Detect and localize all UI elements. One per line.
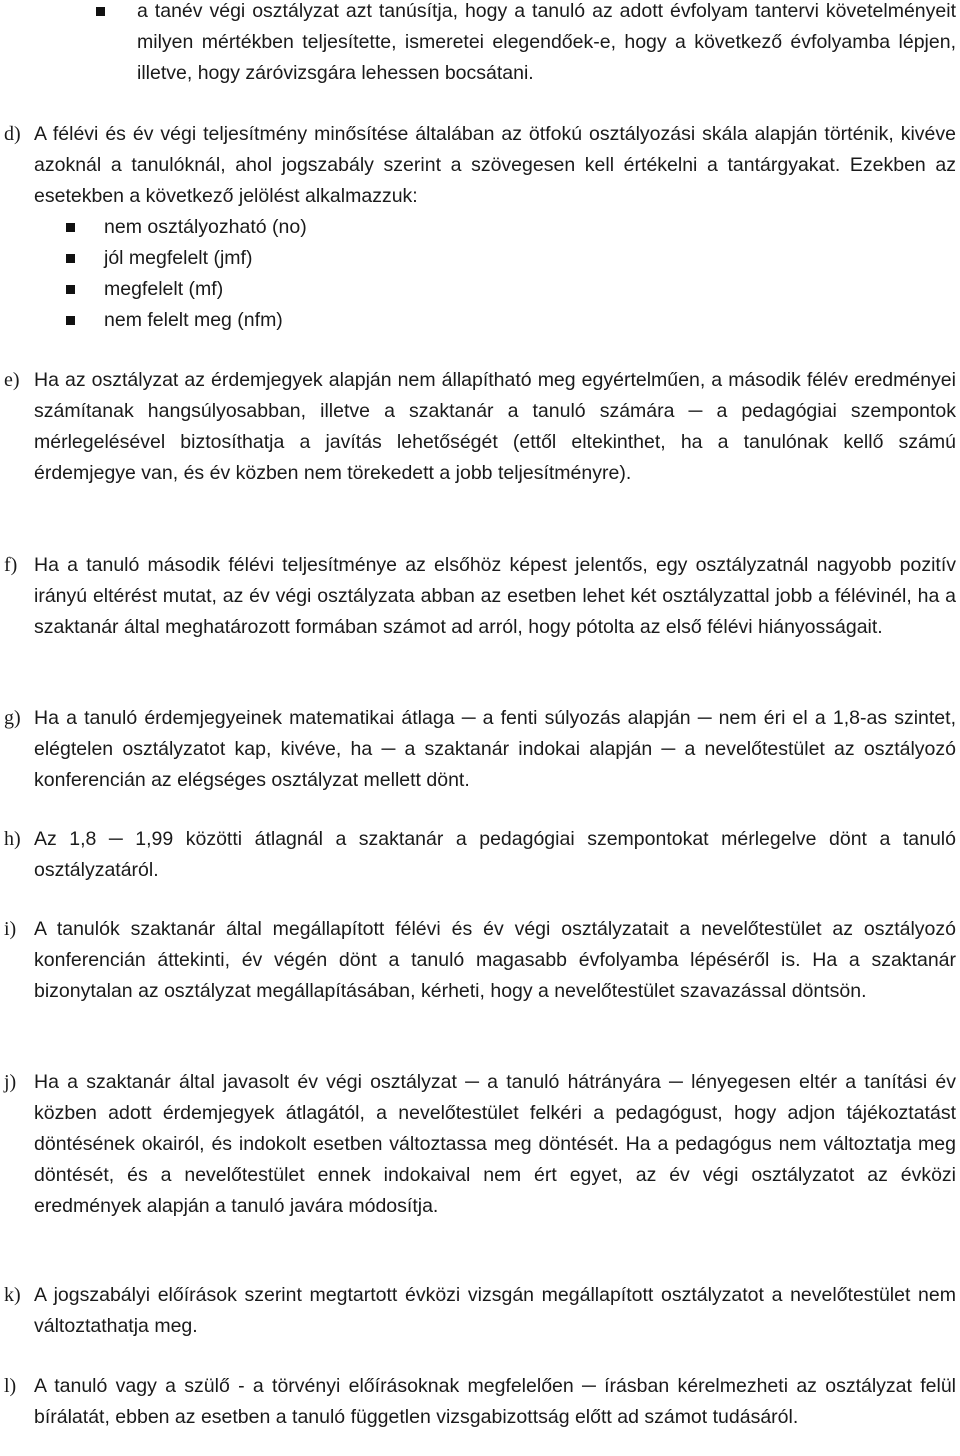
paragraph-k <box>4 1280 956 1342</box>
list-item: jól megfelelt (jmf) <box>0 243 956 274</box>
paragraph-e <box>4 365 956 489</box>
paragraph-marker: e) <box>4 369 20 391</box>
paragraph-text: Ha az osztályzat az érdemjegyek alapján nem állapítható meg egyértelműen, a második félév eredményei számítanak hangsúlyosabban, illetve a szaktanár a tanuló számára ─ a pedagógiai szempontok mérlegelésével biztosíthatja a javítás lehetőségét (ettől eltekinthet, ha a tanulónak kellő számú érdemjegye van, és év közben nem törekedett a jobb teljesítményre). <box>34 369 956 484</box>
grading-notation-list <box>0 212 956 336</box>
bullet-text: a tanév végi osztályzat azt tanúsítja, hogy a tanuló az adott évfolyam tantervi követelményeit milyen mértékben teljesítette, ismeretei elegendőek-e, hogy a következő évfolyamba lépjen, illetve, hogy záróvizsgára lehessen bocsátani. <box>137 0 956 84</box>
paragraph-l <box>4 1371 956 1433</box>
paragraph-f <box>4 550 956 643</box>
paragraph-h <box>4 824 956 886</box>
paragraph-j <box>4 1067 956 1222</box>
paragraph-marker: i) <box>4 918 17 940</box>
paragraph-marker: f) <box>4 554 18 576</box>
bullet-square-icon <box>66 316 75 325</box>
bullet-square-icon <box>66 254 75 263</box>
paragraph-marker: l) <box>4 1375 17 1397</box>
list-item: nem osztályozható (no) <box>0 212 956 243</box>
paragraph-text: A félévi és év végi teljesítmény minősítése általában az ötfokú osztályozási skála alapján történik, kivéve azoknál a tanulóknál, ahol jogszabály szerint a szövegesen kell értékelni a tantárgyakat. Ezekben az esetekben a következő jelölést alkalmazzuk: <box>34 123 956 207</box>
paragraph-marker: h) <box>4 828 21 850</box>
paragraph-d <box>4 119 956 336</box>
paragraph-text: Ha a szaktanár által javasolt év végi osztályzat ─ a tanuló hátrányára ─ lényegesen eltér a tanítási év közben adott érdemjegyek átlagától, a nevelőtestület felkéri a pedagógust, hogy adjon tájékoztatást döntésének okairól, és indokolt esetben változtassa meg döntését. Ha a pedagógus nem változtatja meg döntését, és a nevelőtestület ennek indokaival nem ért egyet, az év végi osztályzatot az évközi eredmények alapján a tanuló javára módosítja. <box>34 1071 956 1217</box>
paragraph-text: A tanulók szaktanár által megállapított félévi és év végi osztályzatait a nevelőtestület az osztályozó konferencián áttekinti, év végén dönt a tanuló magasabb évfolyamba lépéséről is. Ha a szaktanár bizonytalan az osztályzat megállapításában, kérheti, hogy a nevelőtestület szavazással döntsön. <box>34 918 956 1002</box>
list-item: megfelelt (mf) <box>0 274 956 305</box>
continued-bullet-item <box>137 0 956 89</box>
bullet-square-icon <box>66 285 75 294</box>
paragraph-marker: d) <box>4 123 21 145</box>
list-item: nem felelt meg (nfm) <box>0 305 956 336</box>
paragraph-i <box>4 914 956 1007</box>
paragraph-marker: j) <box>4 1071 17 1093</box>
paragraph-marker: g) <box>4 707 21 729</box>
paragraph-g <box>4 703 956 796</box>
paragraph-text: Ha a tanuló második félévi teljesítménye az elsőhöz képest jelentős, egy osztályzatnál nagyobb pozitív irányú eltérést mutat, az év végi osztályzata abban az esetben lehet két osztályzattal jobb a félévinél, ha a szaktanár által meghatározott formában számot ad arról, hogy pótolta az első félévi hiányosságait. <box>34 554 956 638</box>
bullet-square-icon <box>96 7 105 16</box>
paragraph-text: Az 1,8 ─ 1,99 közötti átlagnál a szaktanár a pedagógiai szempontokat mérlegelve dönt a tanuló osztályzatáról. <box>34 828 956 881</box>
paragraph-marker: k) <box>4 1284 21 1306</box>
paragraph-text: A jogszabályi előírások szerint megtartott évközi vizsgán megállapított osztályzatot a nevelőtestület nem változtathatja meg. <box>34 1284 956 1337</box>
bullet-square-icon <box>66 223 75 232</box>
paragraph-text: A tanuló vagy a szülő - a törvényi előírásoknak megfelelően ─ írásban kérelmezheti az osztályzat felül bírálatát, ebben az esetben a tanuló független vizsgabizottság előtt ad számot tudásáról. <box>34 1375 956 1428</box>
paragraph-text: Ha a tanuló érdemjegyeinek matematikai átlaga ─ a fenti súlyozás alapján ─ nem éri el a 1,8-as szintet, elégtelen osztályzatot kap, kivéve, ha ─ a szaktanár indokai alapján ─ a nevelőtestület az osztályozó konferencián az elégséges osztályzat mellett dönt. <box>34 707 956 791</box>
